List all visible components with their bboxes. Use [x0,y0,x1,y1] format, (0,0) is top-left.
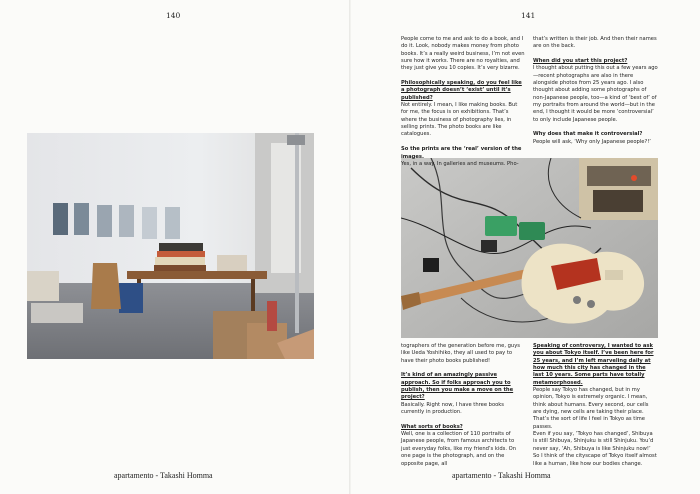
interview-column-1 [401,36,525,176]
answer-paragraph: Even if you say, ‘Tokyo has changed’, Shibuya is still Shibuya, Shinjuku is still Shinjuku. You’d never say, ‘Ah, Shibuya is like Shinjuku now!’ So I think of the cityscape of Tokyo itself almost like a human, like how our bodies change. [533,431,657,467]
left-page-number: 140 [166,11,181,20]
question-paragraph: Philosophically speaking, do you feel like a photograph doesn’t ‘exist’ until it’s published? [401,80,522,101]
answer-paragraph: Yes, in a way. In galleries and museums. Pho- [401,160,519,167]
question-paragraph: It’s kind of an amazingly passive approach. So if folks approach you to publish, then you make a move on the project? [401,372,514,401]
studio-interior-photo [27,133,314,359]
right-page-footer: apartamento - Takashi Homma [452,471,551,480]
guitar-and-pedals-photo [401,158,658,338]
answer-paragraph: People come to me and ask to do a book, and I do it. Look, nobody makes money from photo books. It’s a really weird business, I’m not even sure how it works. There are no royalties, and they just give you 10 copies. It’s very bizarre. [401,36,525,72]
right-page-number: 141 [521,11,536,20]
question-paragraph: When did you start this project? [533,58,628,65]
question-paragraph: Speaking of controversy, I wanted to ask you about Tokyo itself. I’ve been here for 25 years, and I’m left marveling daily at how much this city has changed in the last 10 years. Some parts have totally metamorphosed. [533,343,654,386]
left-page-footer: apartamento - Takashi Homma [114,471,213,480]
question-paragraph: So the prints are the ‘real’ version of the images. [401,146,522,160]
answer-paragraph: People will ask, ‘Why only Japanese people?!’ [533,138,651,145]
answer-paragraph: Well, one is a collection of 110 portraits of Japanese people, from famous architects to just everyday folks, like my friend’s kids. On one page is the photograph, and on the opposite page, all [401,431,517,467]
answer-paragraph: I thought about putting this out a few years ago—recent photographs are also in there alongside photos from 25 years ago. I also thought about adding some photographs of non-Japanese people, too—a kind of ‘best of’ of my portraits from around the world—but in the end, I thought it would be more ‘controversial’ to only include Japanese people. [533,65,658,123]
question-paragraph: What sorts of books? [401,423,463,430]
answer-paragraph: tographers of the generation before me, guys like Ueda Yoshihiko, they all used to pay to have their photo books published! [401,343,520,364]
interview-column-4 [533,343,658,475]
interview-column-2 [533,36,658,154]
answer-paragraph: Not entirely. I mean, I like making books. But for me, the focus is on exhibitions. That’s where the business of photography lies, in selling prints. The photo books are like catalogues. [401,102,518,138]
gutter [349,0,351,494]
question-paragraph: Why does that make it controversial? [533,131,643,138]
interview-column-3 [401,343,525,475]
answer-paragraph: Basically. Right now, I have three books currently in production. [401,401,505,416]
answer-paragraph: that’s written is their job. And then their names are on the back. [533,36,657,50]
answer-paragraph: People say Tokyo has changed, but in my opinion, Tokyo is extremely organic. I mean, think about humans. Every second, our cells are dying, new cells are taking their place. That’s the sort of life I feel in Tokyo as time passes. [533,387,649,430]
